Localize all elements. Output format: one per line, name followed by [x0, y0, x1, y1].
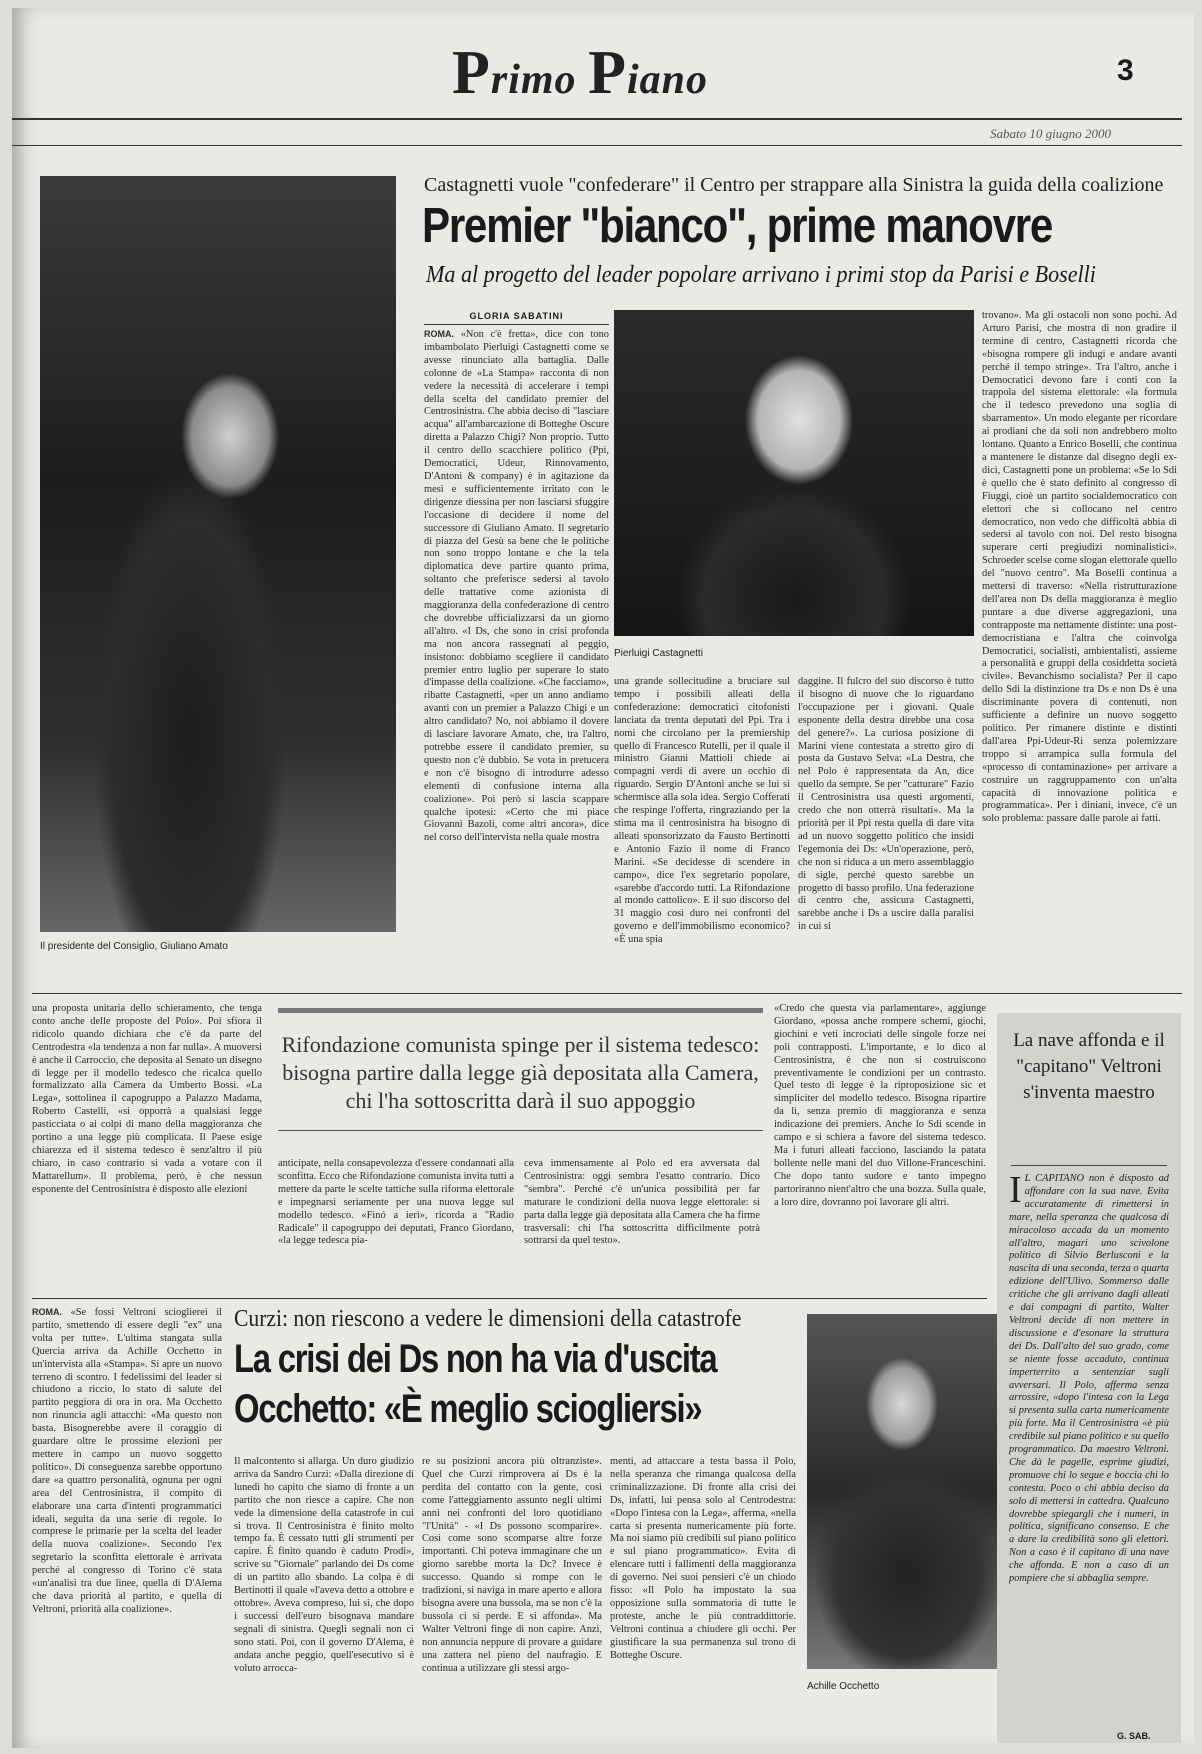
- photo-achille-occhetto: [807, 1314, 1009, 1669]
- caption-amato: Il presidente del Consiglio, Giuliano Amato: [40, 941, 228, 952]
- byline-rule: [424, 324, 609, 325]
- main-col-4: trovano». Ma gli ostacoli non sono pochi. Ad Arturo Parisi, che mostra di non gradire il termine di centro, Castagnetti ricorda che «bisogna rompere gli indugi e andare avanti perché il tempo stringe». Tra l'altro, anche i Democratici devono fare i conti con la trappola del sistema elettorale: «la formula che il tedesco prevedono una soglia di sbarramento». Un modo elegante per ricordare ai prodiani che da soli non andrebbero molto lontano. Quanto a Enrico Boselli, che continua a mantenere le distanze dal disegno degli ex-dicì, Castagnetti pone un problema: «Se lo Sdi è quello che è stato definito al congresso di Fiuggi, cioè un partito socialdemocratico con elettori che si collocano nel centro democratico, non vedo che difficoltà abbia di sedersi al tavolo con noi. Del resto bisogna superare certi pregiudizi nominalistici». Schroeder scelse come slogan elettorale quello del "nuovo centro". Ma Boselli continua a mettersi di traverso: «Nella ristrutturazione dell'area non Ds della maggioranza è meglio puntare a due diverse aggregazioni, una contrapposte ma nettamente distinte: una post-democristiana e l'altra che coinvolga Democratici, socialisti, ambientalisti, assieme a personalità e gruppi della cosiddetta società civile». Bevanchismo socialista? Per il capo dello Sdi la distinzione tra Ds e non Ds è una discriminante povera di contenuti, non sufficiente a definire un nuovo soggetto politico. Per rimanere distinte e distinti dall'area Ppi-Udeur-Ri senza polemizzare troppo si arrampica sulla formula del «processo di contaminazione» per arrivare a costruire un raggruppamento con un'alta capacità di innovazione politica e programmatica». Per i diniani, invece, c'è un solo problema: passare dalle parole ai fatti.: [982, 310, 1177, 825]
- sidebar-dropcap: I: [1009, 1173, 1022, 1211]
- section-rule-2: [32, 1298, 987, 1299]
- newspaper-page: [12, 8, 1194, 1748]
- date-rule: [12, 145, 1182, 146]
- rif-col-a: anticipate, nella consapevolezza d'essere condannati alla sconfitta. Ecco che Rifondazione comunista invita tutti a mettere da parte le scelte tattiche sulla riforma elettorale e impegnarsi seriamente per una nuova legge sul modello tedesco. «Finó a ieri», ricorda a "Radio Radicale" il capogruppo dei deputati, Franco Giordano, «la legge tedesca pia-: [278, 1158, 514, 1247]
- rif-col-left: una proposta unitaria dello schieramento, che tenga conto anche delle proposte del Polo». Poi sfiora il ridicolo quando dichiara che c'è da parte del Centrodestra «la tendenza a non far nulla». A muoversi è anche il Carroccio, che deposita al Senato un disegno di legge per il modello tedesco che ricalca quello formalizzato alla Camera da Umberto Bossi. «La Lega», sottolinea il capogruppo a Palazzo Madama, Roberto Castelli, «si opporrà a qualsiasi legge pasticciata o ai colpi di mano della maggioranza che portino a una legge più complicata. Il Paese esige chiarezza ed il sistema tedesco è senz'altro il più chiaro, in caso contrario si vada a votare con il Mattarellum». Il problema, però, è che nessun esponente del Centrosinistra è disposto alle elezioni: [32, 1003, 262, 1195]
- photo-giuliano-amato: [40, 176, 396, 932]
- photo-pierluigi-castagnetti: [614, 310, 974, 636]
- sidebar-title: La nave affonda e il "capitano" Veltroni s'inventa maestro: [1013, 1030, 1165, 1103]
- main-kicker: Castagnetti vuole "confederare" il Centro per strappare alla Sinistra la guida della coalizione: [424, 174, 1164, 196]
- main-subhead: Ma al progetto del leader popolare arrivano i primi stop da Parisi e Boselli: [426, 262, 1096, 288]
- rif-col-b: ceva immensamente al Polo ed era avversata dal Centrosinistra: oggi sembra l'esatto contrario. Dico "sembra". Perché c'è un'unica possibilità per far maturare le condizioni della nuova legge elettorale: si parta dalla legge già depositata alla Camera che ha firme trasversali: chi l'ha sottoscritta difficilmente potrà sottrarsi da quel testo».: [524, 1158, 760, 1247]
- rif-headline: Rifondazione comunista spinge per il sistema tedesco: bisogna partire dalla legge già depositata alla Camera, chi l'ha sottoscritta darà il suo appoggio: [281, 1032, 760, 1113]
- byline: GLORIA SABATINI: [469, 311, 564, 321]
- rif-box-rule: [278, 1130, 763, 1131]
- caption-castagnetti: Pierluigi Castagnetti: [614, 648, 703, 659]
- curzi-col-b: re su posizioni ancora più oltranziste». Quel che Curzi rimprovera ai Ds è la perdita del contatto con la gente, così come l'atteggiamento assunto negli ultimi anni nei confronti del loro quotidiano "l'Unità" - «I Ds possono scomparire». Così come sono scomparse altre forze importanti. Chi poteva immaginare che un giorno sarebbe morta la Dc? Invece è successo. Quando si rompe con le tradizioni, si naviga in mare aperto e allora bisogna avere una bussola, ma se non c'è la bussola ci si perde. E si affonda». Ma Walter Veltroni finge di non capire. Anzi, non annuncia neppure di provare a guidare una zattera nel pieno del naufragio. E continua a utilizzare gli stessi argo-: [422, 1456, 602, 1674]
- main-col-1-text: «Non c'è fretta», dice con tono imbambolato Pierluigi Castagnetti come se avesse rinunciato alla battaglia. Dalle colonne de «La Stampa» racconta di non vedere la necessità di accelerare i tempi della scelta del candidato premier del Centrosinistra. Che abbia deciso di "lasciare acqua" all'ambarcazione di Botteghe Oscure diretta a Palazzo Chigi? Non proprio. Tutto il centro dello scacchiere politico (Ppi, Democratici, Udeur, Rinnovamento, D'Antoni & company) è in agitazione da mesi e sufficientemente irritato con le dirigenze diessina per non lasciarsi sfuggire l'occasione di decidere il nome del successore di Giuliano Amato. Il segretario di piazza del Gesù sa bene che le politiche non sono troppo lontane e che la tela diplomatica deve partire quanto prima, soltanto che preferisce sedersi al tavolo delle trattative come azionista di maggioranza della confederazione di centro che dovrebbe ufficializzarsi da un giorno all'altro. «I Ds, che sono in crisi profonda ma non ancora rassegnati al peggio, insistono: dobbiamo scegliere il candidato premier entro luglio per superare lo stato d'impasse della coalizione. «Che facciamo», ribatte Castagnetti, «per un anno andiamo avanti con un premier a Palazzo Chigi e un altro candidato? No, noi abbiamo il dovere di lasciare lavorare Amato, che, tra l'altro, potrebbe essere il candidato premier, su questo non c'è dubbio. Se vota in pretucera e non c'è bisogno di introdurre adesso elementi di confusione interna alla coalizione». Poi però si lascia scappare qualche ipotesi: «Certo che mi piace Giovanni Bazoli, come altri ancora», dice nel corso dell'intervista nella quale mostra: [424, 329, 609, 844]
- section-masthead: [452, 38, 772, 108]
- masthead-word-piano: iano: [626, 57, 708, 103]
- rif-col-right: «Credo che questa via parlamentare», aggiunge Giordano, «possa anche rompere schemi, giochi, giochini e veti incrociati delle singole forze nei poli contrapposti. L'importante, e lo dico al Centrosinistra, è che non si costruiscono preventivamente le condizioni per un contrasto. Quel testo di legge è la riproposizione sic et simpliciter del modello tedesco. Bisogna ripartire da lì, senza premio di maggioranza e senza indicazione dei premiers. Anche lo Sdi scende in campo e si schiera a favore del sistema tedesco. Ma i futuri alleati facciono, lasciando la patata bollente nelle mani del duo Villone-Franceschini. Che dopo tanto sudore e tanto impegno partoriranno nient'altro che una bozza. Sulla quale, a loro dire, dovranno poi lavorare gli altri.: [774, 1003, 986, 1208]
- main-col-2: una grande sollecitudine a bruciare sul tempo i possibili alleati della confederazione: democratici citofonisti lanciata da trenta deputati del Ppi. Tra i nomi che circolano per la premiership quello di Francesco Rutelli, per il quale il ministro Gianni Mattioli chiede ai compagni verdi di avere un occhio di riguardo. Sergio D'Antoni anche se lui si schermisce alla sola idea. Sergio Cofferati che respinge l'offerta, ringraziando per la stima ma il centrosinistra ha bisogno di alleati sponsorizzato da Fausto Bertinotti e Antonio Fazio il nome di Franco Marini. «Se decidesse di scendere in campo», dice l'ex segretario popolare, «sarebbe d'accordo tutti. La Rifondazione al mondo cattolico». E il suo discorso del 31 maggio così duro nei confronti del governo e dell'immobilismo economico? «È una spia: [614, 676, 790, 946]
- dateline: ROMA.: [424, 329, 454, 339]
- curzi-headline-line-2: Occhetto: «È meglio sciogliersi»: [234, 1387, 702, 1431]
- sidebar-commentary: [997, 1013, 1181, 1743]
- masthead-initial-p2: P: [588, 39, 627, 107]
- main-headline: Premier "bianco", prime manovre: [422, 199, 1052, 253]
- masthead-word-primo: rimo: [490, 57, 589, 103]
- sidebar-rule: [1011, 1165, 1167, 1166]
- section-rule-1: [32, 993, 1182, 994]
- curzi-col-a: Il malcontento si allarga. Un duro giudizio arriva da Sandro Curzi: «Dalla direzione di lunedì ho capito che siamo di fronte a un partito che non riesce a capire. Che non vede la dimensione della catastrofe in cui si trova. Il Centrosinistra è finito molto tempo fa. È cessato tutti gli strumenti per capire. È finito quando è caduto Prodi», scrive su "Giornale" parlando dei Ds come di un partito allo sbando. La colpa è di Bertinotti il quale «l'aveva detto a ottobre e ottobre». Aveva compreso, lui sì, che dopo i successi dell'euro bisognava mandare segnali di sinistra. Quegli segnali non ci sono stati. Poi, con il governo D'Alema, è andata anche peggio, quell'esecutivo si è voluto arrocca-: [234, 1456, 414, 1674]
- curzi-col-c: menti, ad attaccare a testa bassa il Polo, nella speranza che rimanga qualcosa della criminalizzazione. Di fronte alla crisi dei Ds, infatti, lui pensa solo al Centrodestra: «Dopo l'intesa con la Lega», afferma, «nella carta si presenta numericamente più forte. Ma noi siamo più credibili sul piano politico e sul piano programmatico». Evita di elencare tutti i fallimenti della maggioranza di governo. Nei suoi pensieri c'è un chiodo fisso: «Il Polo ha impostato la sua opposizione sulla sommatoria di tutte le proteste, anche le più contraddittorie. Veltroni continua a chiudere gli occhi. Per giustificare la sua permanenza sul trono di Botteghe Oscure.: [610, 1456, 796, 1661]
- issue-date: Sabato 10 giugno 2000: [990, 126, 1111, 141]
- sidebar-body: [1009, 1173, 1169, 1733]
- page-number: 3: [1117, 54, 1134, 87]
- header-rule: [12, 118, 1182, 120]
- rif-headline-box: [278, 1008, 763, 1153]
- sidebar-body-text: L CAPITANO non è disposto ad affondare con la sua nave. Evita accuratamente di rimettersi in mare, nella speranza che qualcosa di miracoloso accada da un momento all'altro, magari uno scivolone politico di Silvio Berlusconi e la nascita di una seconda, terza o quarta edizione dell'Ulivo. Sommerso dalle critiche che gli arrivano dagli alleati e dai compagni di partito, Walter Veltroni decide di non mettere in discussione e d'esonare la struttura dei Ds. Dall'alto del suo grado, come se niente fosse accaduto, continua imperterrito a sentenziar sugli avversari. Il Polo, afferma senza arrossire, «dopo l'intesa con la Lega si presenta sulla carta numericamente più forte. Ma il Centrosinistra «è più credibile sul piano politico e su quello programmatico. Da maestro Veltroni. Che dà le pagelle, esprime giudizi, promuove chi lo segue e boccia chi lo contesta. Poco o chi abbia deciso da solo di mettersi in cattedra. Qualcuno dovrebbe spiegargli che i numeri, in politica, significano consenso. E che a dare la credibilità sono gli elettori. Non a caso è il capitano di una nave che affonda. E non a caso di un pompiere che si abbaglia sempre.: [1009, 1173, 1169, 1585]
- main-col-3: daggine. Il fulcro del suo discorso è tutto il bisogno di nuove che lo riguardano l'occupazione per i giovani. Quale esponente della destra direbbe una cosa del genere?». La curiosa posizione di Marini viene contestata a stretto giro di posta da Gustavo Selva: «La Destra, che nel Polo è rappresentata da An, dice quello da sempre. Se per "catturare" Fazio il Centrosinistra usa questi argomenti, credo che non otterrà risultati». Ma la priorità per il Ppi resta quella di dare vita ad un nuovo soggetto politico che insidi l'egemonia dei Ds: «Un'operazione, però, che non si riduca a un mero assemblaggio di sigle, perché questo sarebbe un progetto di basso profilo. Una federazione di centro che, assicura Castagnetti, sarebbe anche i Ds a uscire dalla paralisi in cui si: [798, 676, 974, 933]
- dateline-2: ROMA.: [32, 1307, 62, 1317]
- curzi-kicker: Curzi: non riescono a vedere le dimensioni della catastrofe: [234, 1306, 742, 1332]
- curzi-headline: [234, 1334, 716, 1434]
- main-col-1: [424, 328, 609, 980]
- curzi-col-left: [32, 1306, 222, 1741]
- curzi-col-left-text: «Se fossi Veltroni scioglierei il partito, smettendo di essere degli "ex" una volta per tutte». L'ultima stangata sulla Quercia arriva da Achille Occhetto in un'intervista alla «Stampa». Si apre un nuovo terreno di scontro. I fedelissimi del leader si chiudono a riccio, lo stato di salute del partito peggiora di ora in ora. Ma Occhetto non rinuncia agli attacchi: «Ma questo non basta. Bisognerebbe avere il coraggio di guardare oltre le prossime elezioni per mettere in campo un nuovo soggetto politico». Di conseguenza sarebbe opportuno dare «a quattro personalità, ognuna per ogni area del Centrosinistra, il compito di elaborare una carta d'intenti programmatici ideali, seguita da una serie di regole. Io comprese le primarie per la scelta del leader della nuova coalizione». Secondo l'ex segretario la sconfitta elettorale è arrivata perché al congresso di Torino c'è stata «un'analisi tra due linee, quella di D'Alema che dava priorità al partito, e quella di Veltroni, priorità alla coalizione».: [32, 1307, 222, 1615]
- masthead-initial-p: P: [452, 39, 491, 107]
- sidebar-signature: G. SAB.: [1117, 1731, 1151, 1741]
- curzi-headline-line-1: La crisi dei Ds non ha via d'uscita: [234, 1337, 717, 1381]
- caption-occhetto: Achille Occhetto: [807, 1681, 880, 1692]
